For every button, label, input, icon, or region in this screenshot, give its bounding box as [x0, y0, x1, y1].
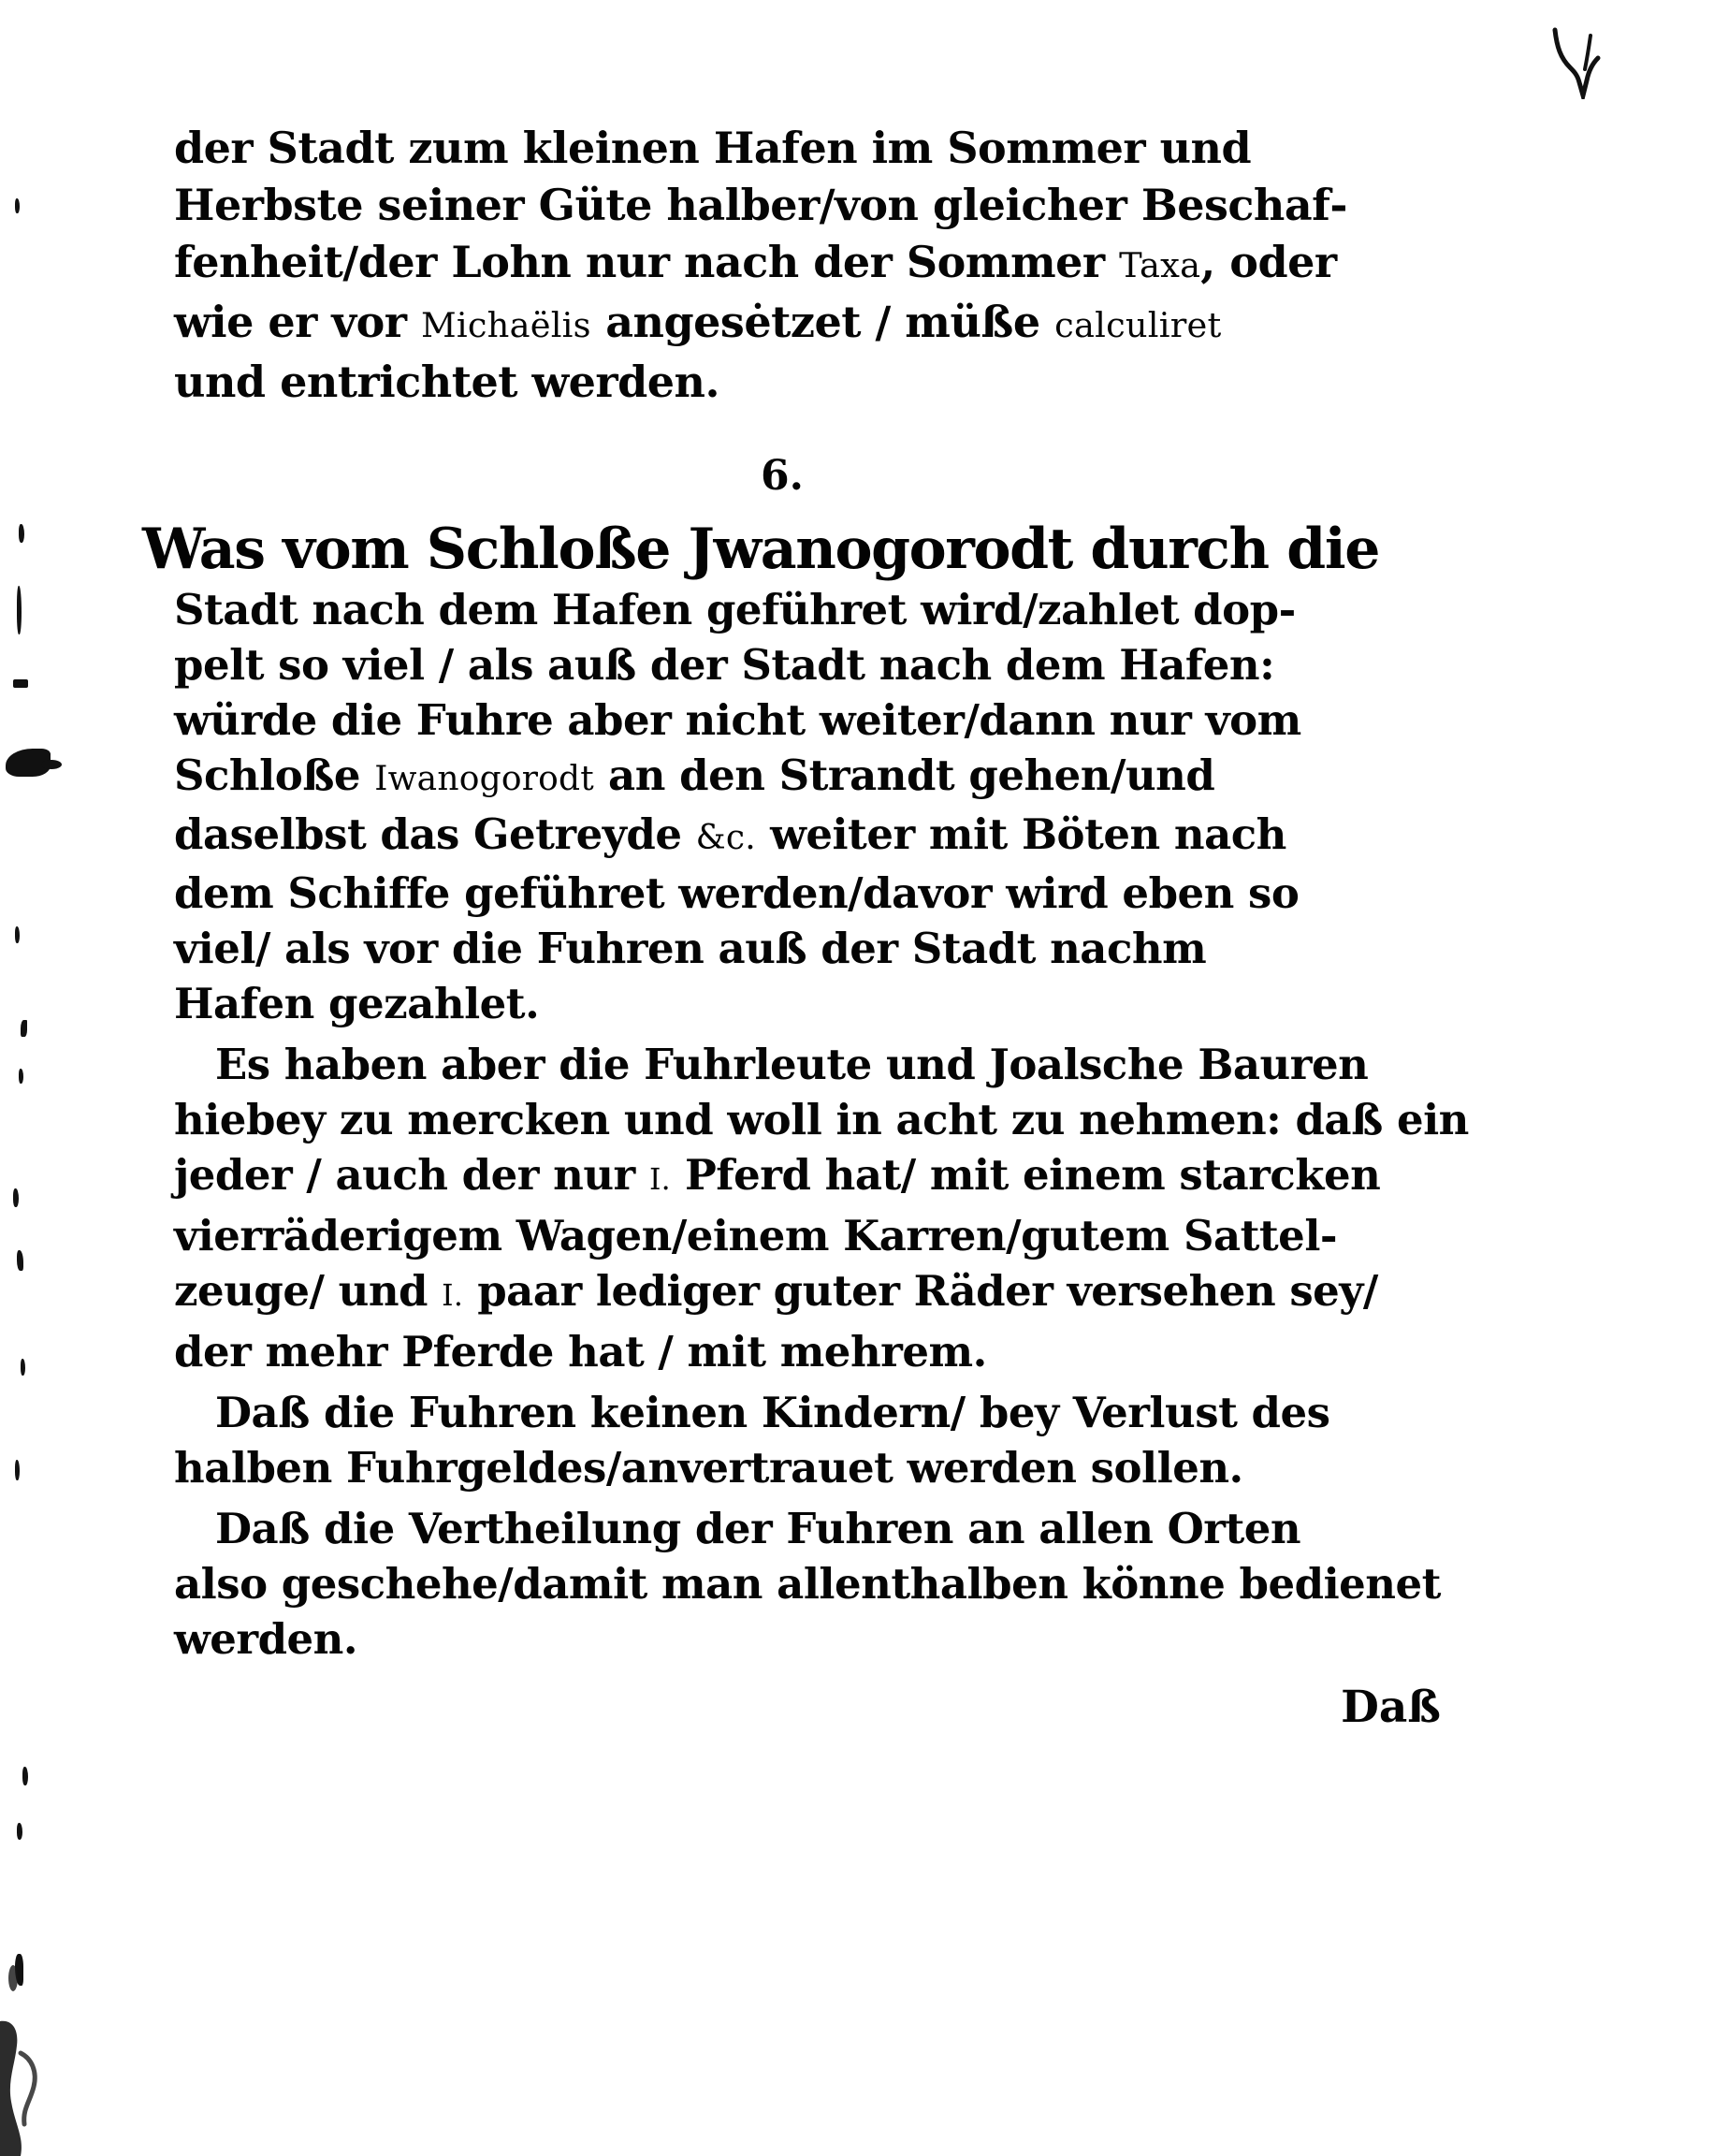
fraktur-run: , oder — [1200, 237, 1337, 287]
text-line — [174, 976, 1456, 1031]
fraktur-run: weiter mit Böten nach — [755, 809, 1286, 859]
fraktur-run: pelt so viel / als auß der Stadt nach dem Hafen: — [174, 640, 1275, 690]
text-line — [174, 1611, 1456, 1667]
fraktur-run: und entrichtet werden. — [174, 357, 719, 407]
latin-word: Michaëlis — [421, 305, 591, 345]
fraktur-run: also geschehe/damit man allenthalben könne bedienet — [174, 1559, 1441, 1609]
latin-word: Taxa — [1119, 245, 1201, 285]
text-line — [174, 1324, 1456, 1379]
fraktur-run: angesėtzet / müße — [590, 297, 1055, 347]
fraktur-run: Es haben aber die Fuhrleute und Joalsche Bauren — [215, 1040, 1369, 1089]
fraktur-run: vierräderigem Wagen/einem Karren/gutem Sattel‐ — [174, 1211, 1338, 1260]
fraktur-run: jeder / auch der nur — [174, 1150, 649, 1200]
text-line — [174, 748, 1456, 807]
text-line — [174, 1263, 1456, 1324]
latin-numeral: I. — [442, 1279, 464, 1313]
text-line — [174, 921, 1456, 976]
fraktur-run: der Stadt zum kleinen Hafen im Sommer und — [174, 123, 1252, 173]
corner-ink-mark — [1547, 26, 1604, 99]
fraktur-run: Herbste seiner Güte halber/von gleicher Beschaf‐ — [174, 180, 1348, 230]
fraktur-run: paar lediger guter Räder versehen sey/ — [463, 1266, 1378, 1316]
latin-word: &c. — [695, 819, 756, 857]
fraktur-run: Daß die Fuhren keinen Kindern/ bey Verlust des — [215, 1388, 1330, 1437]
latin-word: Iwanogorodt — [374, 760, 594, 798]
fuhrleute-paragraph — [174, 1037, 1469, 1379]
fraktur-run: der mehr Pferde hat / mit mehrem. — [174, 1327, 987, 1377]
fraktur-run: halben Fuhrgeldes/anvertrauet werden sollen. — [174, 1443, 1243, 1493]
text-line — [174, 582, 1456, 637]
fraktur-run: zeuge/ und — [174, 1266, 443, 1316]
section-6-body — [174, 582, 1456, 1031]
text-line — [174, 1385, 1456, 1440]
text-line — [174, 120, 1456, 177]
fraktur-run: viel/ als vor die Fuhren auß der Stadt nachm — [174, 924, 1207, 973]
text-line — [174, 1147, 1456, 1208]
fraktur-run: fenheit/der Lohn nur nach der Sommer — [174, 237, 1120, 287]
fraktur-run: an den Strandt gehen/und — [593, 750, 1215, 800]
fraktur-run: würde die Fuhre aber nicht weiter/dann nur vom — [174, 695, 1301, 745]
text-line — [174, 294, 1456, 354]
fraktur-run: Daß die Vertheilung der Fuhren an allen Orten — [215, 1504, 1301, 1553]
latin-numeral: I. — [648, 1163, 671, 1197]
catchword: Daß — [1341, 1682, 1441, 1733]
fraktur-run: Hafen gezahlet. — [174, 979, 540, 1028]
text-line — [174, 1208, 1456, 1263]
fraktur-run: Schloße — [174, 750, 375, 800]
continuation-paragraph — [174, 120, 1456, 411]
vertheilung-paragraph — [174, 1501, 1456, 1667]
fraktur-run: dem Schiffe geführet werden/davor wird eben so — [174, 868, 1300, 918]
fraktur-run: Stadt nach dem Hafen geführet wird/zahlet dop‐ — [174, 585, 1296, 634]
text-line — [174, 177, 1456, 234]
text-line — [174, 354, 1456, 411]
text-line — [174, 866, 1456, 921]
text-line — [174, 1556, 1456, 1611]
text-line — [174, 692, 1456, 748]
text-line — [174, 1092, 1469, 1147]
fraktur-run: daselbst das Getreyde — [174, 809, 696, 859]
text-line — [174, 1037, 1456, 1092]
fraktur-run: Pferd hat/ mit einem starcken — [670, 1150, 1381, 1200]
fraktur-run: hiebey zu mercken und woll in acht zu nehmen: daß ein — [174, 1095, 1469, 1144]
text-line — [174, 1440, 1456, 1495]
text-block — [142, 120, 1469, 1733]
text-line — [174, 807, 1456, 866]
section-number: 6. — [761, 452, 804, 500]
kindern-paragraph — [174, 1385, 1456, 1495]
fraktur-run: wie er vor — [174, 297, 422, 347]
text-line — [174, 1501, 1456, 1556]
fraktur-run: werden. — [174, 1614, 358, 1664]
latin-word: calculiret — [1054, 305, 1222, 345]
text-line — [174, 637, 1456, 692]
section-heading: Was vom Schloße Jwanogorodt durch die — [142, 517, 1379, 582]
gutter-artifacts — [0, 0, 112, 2156]
page-edge-smudge — [0, 1941, 140, 2156]
text-line — [174, 234, 1456, 294]
